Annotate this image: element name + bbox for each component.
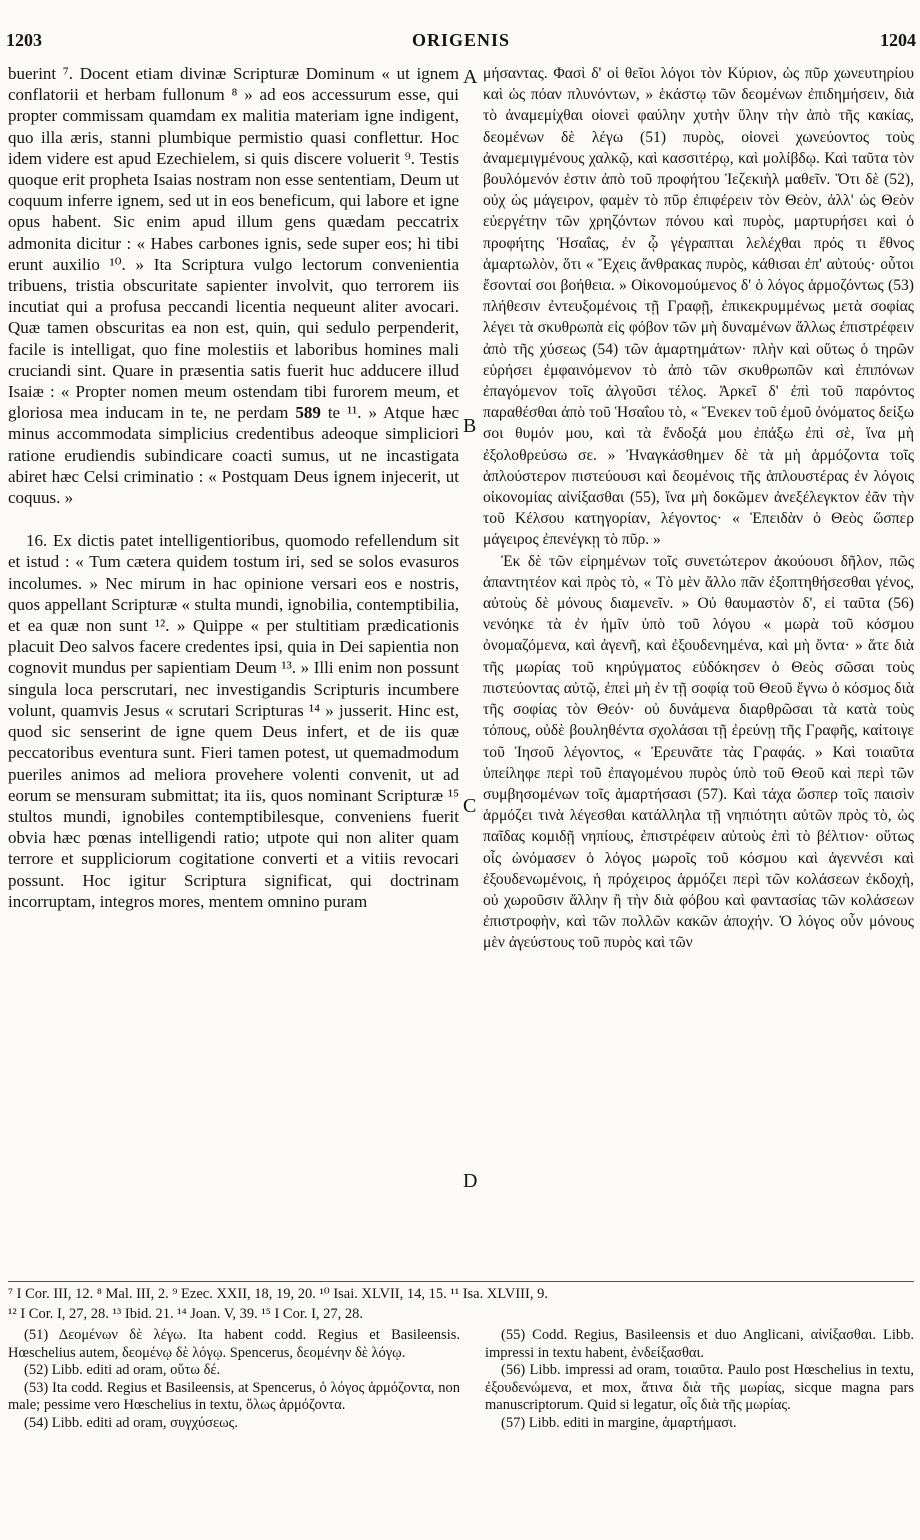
footnote-57: (57) Libb. editi in margine, ἁμαρτήμασι. (501, 1414, 737, 1431)
greek-paragraph: μήσαντας. Φασὶ δ' οἱ θεῖοι λόγοι τὸν Κύριον, ὡς πῦρ χωνευτηρίου καὶ ὡς πόαν πλυνόντων, » ἑκάστῳ τῶν δεομένων ἐπιδημήσειν, διὰ τὸ ἀναμεμίχθαι οἱονεὶ φαύλην χυτὴν ὕλην τὴν ἀπὸ τῆς κακίας, δεομένων δὲ λέγω (51) πυρὸς, οἱονεὶ χωνεύοντος τοὺς ἀναμεμιγμένους χαλκῷ, καὶ κασσιτέρῳ, καὶ μολίβδῳ. Καὶ ταῦτα τὸν βουλόμενόν ἐστιν ἀπὸ τοῦ προφήτου Ἰεζεκιὴλ μαθεῖν. Ὅτι δὲ (52), οὐχ ὡς μάγειρον, φαμὲν τὸ πῦρ ἐπιφέρειν τὸν Θεὸν, ἀλλ' ὡς Θεὸν εὐεργέτην τῶν χρηζόντων πόνου καὶ πυρὸς, μαρτυρήσει καὶ ὁ προφήτης Ἡσαΐας, ἐν ᾧ γέγραπται λελέχθαι πρός τι ἔθνος ἁμαρτωλὸν, ὅτι « Ἔχεις ἄνθρακας πυρὸς, κάθισαι ἐπ' αὐτούς· οὗτοι ἔσονταί σοι βοήθεια. » Οἰκονομούμενος δ' ὁ λόγος ἁρμοζόντως (53) πλήθεσιν ἐντευξομένοις τῇ Γραφῇ, ἐπικεκρυμμένως μετὰ σοφίας λέγει τὰ σκυθρωπὰ εἰς φόβον τῶν μὴ δυναμένων ἄλλως ἐπιστρέφειν ἀπὸ τῆς χύσεως (54) τῶν ἁμαρτημάτων· πλὴν καὶ οὕτως ὁ τηρῶν εὑρήσει ἐμφαινόμενον τὸ ἀπὸ τῶν σκυθρωπῶν καὶ ἐπιπόνων ἐπαγόμενον τοῖς ἀλγοῦσι τέλος. Ἀρκεῖ δ' ἐπὶ τοῦ παρόντος παραθέσθαι ἀπὸ τοῦ Ἡσαΐου τὸ, « Ἕνεκεν τοῦ ἐμοῦ ὀνόματος δείξω σοι θυμόν μου, καὶ τὰ ἔνδοξά μου ἐπάξω ἐπὶ σὲ, ἵνα μὴ ἐξολοθρεύσω σε. » Ἠναγκάσθημεν δὲ τὰ μὴ ἁρμόζοντα τοῖς ἁπλούστερον πιστεύουσι καὶ δεομένοις τῆς ἁπλουστέρας ἐν λόγοις οἰκονομίας αἰνίξασθαι (55), ἵνα μὴ δοκῶμεν ἀνεξέλεγκτον ἐᾶν τὴν τοῦ Κέλσου κατηγορίαν, λέγοντος· « Ἐπειδὰν ὁ Θεὸς ὥσπερ μάγειρος ἐπενέγκῃ τὸ πῦρ. » (483, 65, 914, 549)
running-title: ORIGENIS (411, 30, 511, 50)
margin-letter-c: C (463, 795, 477, 817)
greek-paragraph-2: Ἐκ δὲ τῶν εἰρημένων τοῖς συνετώτερον ἀκούουσι δῆλον, πῶς ἀπαντητέον καὶ πρὸς τὸ, « Τὸ μὲν ἄλλο πᾶν ἐξοπτηθήσεσθαι γένος, αὐτοὺς δὲ μόνους διαμενεῖν. » Οὐ θαυμαστὸν δ', εἰ ταῦτα (56) νενόηκε τὰ ἐν ἡμῖν ὑπὸ τοῦ λόγου « μωρὰ τοῦ κόσμου ὀνομαζόμενα, καὶ ἀγενῆ, καὶ ἐξουδενημένα, καὶ μὴ ὄντα· » ἅτε διὰ τῆς μωρίας τοῦ κηρύγματος εὐδόκησεν ὁ Θεὸς σῶσαι τοὺς πιστεύοντας αὐτῷ, ἐπεὶ μὴ ἐν τῇ σοφίᾳ τοῦ Θεοῦ ἔγνω ὁ κόσμος διὰ τῆς σοφίας τὸν Θεόν· οὐ δυνάμενα διαρθρῶσαι τὰ κατὰ τοὺς τόπους, οὐδὲ βουληθέντα σχολάσαι τῇ ἐρεύνῃ τῆς Γραφῆς, καίτοιγε τοῦ Ἰησοῦ λέγοντος, « Ἐρευνᾶτε τὰς Γραφάς. » Καὶ τοιαῦτα ὑπείληφε περὶ τοῦ ἐπαγομένου πυρὸς ὑπὸ τοῦ Θεοῦ καὶ περὶ τῶν συμβησομένων τοῖς ἁμαρτήσασι (57). Καὶ τάχα ὥσπερ τοῖς παισὶν ἁρμόζει τινὰ λέγεσθαι κατάλληλα τῇ νηπιότητι αὐτῶν πρὸς τὸ, ὡς παῖδας κομιδῇ νηπίους, ἐπιστρέφειν αὐτοὺς ἐπὶ τὸ βέλτιον· οὕτως οἷς ὠνόμασεν ὁ λόγος μωροῖς τοῦ κόσμου καὶ ἀγεννέσι καὶ ἐξουδενωμένοις, ἡ πρόχειρος ἁρμόζει περὶ τῶν κολάσεων ἐκδοχὴ, οὐ χωροῦσιν ἄλλην ἢ τὴν διὰ φόβου καὶ φαντασίας τῶν κολάσεων ἐπιστροφὴν, καὶ τῶν πολλῶν κακῶν ἀποχήν. Ὁ λόγος οὖν μόνους μὲν ἀγεύστους τοῦ πυρὸς καὶ τῶν (483, 552, 914, 952)
reference-row: ⁷ I Cor. III, 12. ⁸ Mal. III, 2. ⁹ Ezec. XXII, 18, 19, 20. ¹⁰ Isai. XLVII, 14, 15. ¹¹ Isa. XLVIII, 9. (8, 1286, 548, 1302)
column-number: 589 (295, 403, 321, 423)
page-header (6, 30, 916, 60)
reference-row: ¹² I Cor. I, 27, 28. ¹³ Ibid. 21. ¹⁴ Joan. V, 39. ¹⁵ I Cor. I, 27, 28. (8, 1306, 364, 1322)
footnote-55: (55) Codd. Regius, Basileensis et duo Anglicani, αἰνίξασθαι. Libb. impressi in textu habent, ἐνδείξασθαι. (485, 1327, 914, 1361)
page-number-left: 1203 (6, 30, 42, 50)
footnote-51: (51) Δεομένων δὲ λέγω. Ita habent codd. Regius et Basileensis. Hœschelius autem, δεομένῳ δὲ λόγῳ. Spencerus, δεομένην δὲ λόγῳ. (8, 1327, 460, 1361)
latin-paragraph (8, 63, 459, 508)
footnote-56: (56) Libb. impressi ad oram, τοιαῦτα. Paulo post Hœschelius in textu, ἐξουδενώμενα, et mox, ἅτινα διὰ τῆς μωρίας, sicque magna pars manuscriptorum. Quid si legatur, οἷς διὰ τῆς μωρίας. (485, 1362, 914, 1414)
margin-letter-a: A (463, 66, 478, 88)
footnote-divider (8, 1281, 914, 1282)
footnote-53: (53) Ita codd. Regius et Basileensis, at Spencerus, ὁ λόγος ἁρμόζοντα, non male; pessime vero Hœschelius in textu, ὅλως ἁρμόζοντα. (8, 1379, 460, 1414)
latin-text-1: buerint ⁷. Docent etiam divinæ Scripturæ Dominum « ut ignem conflatorii et herbam fullonum ⁸ » ad eos accessurum esse, qui propter commissam quamdam ex malitia materiam igne indigent, quo illa æris, stanni plumbique permistio quasi conflettur. Hoc idem videre est apud Ezechielem, si quis discere voluerit ⁹. Testis quoque erit propheta Isaias nostram non esse sententiam, Deum ut coquum inferre ignem, sed ut in eos beneficum, qui labore et igne opus habent. Sic enim apud illum gens quædam peccatrix admonita dicitur : « Habes carbones ignis, sede super eos; hi tibi erunt auxilio ¹⁰. » Ita Scriptura vulgo lectorum convenientia tribuens, tristia obscuritate sapienter involvit, quo terrorem iis incutiat qui a profusa peccandi licentia nequeunt aliter avocari. Quæ tamen obscuritas ea non est, quin, qui sedulo perpenderit, facile is intelligat, quo fine molestiis et laboribus homines mali cruciandi sint. Quare in præsentia satis fuerit huc adducere illud Isaiæ : « Propter nomen meum ostendam tibi furorem meum, et gloriosa mea inducam in te, ne perdam (8, 64, 459, 423)
notes-left-column (8, 1327, 460, 1433)
latin-paragraph-16: 16. Ex dictis patet intelligentioribus, quomodo refellendum sit et istud : « Tum cætera quidem tostum iri, sed se solos evasuros incolumes. » Nec mirum in hac opinione versari eos e nostris, quos appellant Scripturæ « stulta mundi, ignobilia, contemptibilia, et ea quæ non sunt ¹². » Quippe « per stultitiam prædicationis placuit Deo salvos facere credentes ipsi, quia in Dei sapientia non cognovit mundus per sapientiam Deum ¹³. » Illi enim non possunt singula loca perscrutari, nec investigandis Scripturis incumbere volunt, quamvis Jesus « scrutari Scripturas ¹⁴ » jusserit. Hinc est, quod sic senserint de igne quem Deus infert, et de iis quæ peccatoribus eventura sunt. Fieri tamen potest, ut quemadmodum pueriles animos ad meliora provehere volenti convenit, ut ad eorum se mensuram submittat; ita iis, quos nominant Scripturæ ¹⁵ stultos mundi, ignobiles contemptibilesque, conveniens fuerit obvia hæc pœnas intelligendi ratio; utpote qui non aliter quam terrore et suppliciorum cogitatione converti et a vitiis revocari possunt. Hoc igitur Scriptura significat, qui doctrinam incorruptam, integros mores, mentem omnino puram (8, 531, 459, 911)
margin-letter-d: D (463, 1170, 478, 1192)
page-number-right: 1204 (880, 30, 916, 50)
greek-column (483, 63, 914, 954)
scripture-references (8, 1284, 914, 1324)
latin-column (8, 63, 459, 912)
margin-letter-b: B (463, 415, 477, 437)
footnote-54: (54) Libb. editi ad oram, συγχύσεως. (24, 1414, 239, 1431)
footnote-52: (52) Libb. editi ad oram, οὕτω δέ. (24, 1362, 221, 1379)
notes-right-column (485, 1327, 914, 1433)
latin-text-1-end: te ¹¹. » Atque hæc minus accommodata simplicius credentibus adeoque simpliciori ratione erudiendis subindicare coacti sumus, ut ne incastigata abiret hæc Celsi criminatio : « Postquam Deus ignem injecerit, ut coquus. » (8, 403, 459, 508)
